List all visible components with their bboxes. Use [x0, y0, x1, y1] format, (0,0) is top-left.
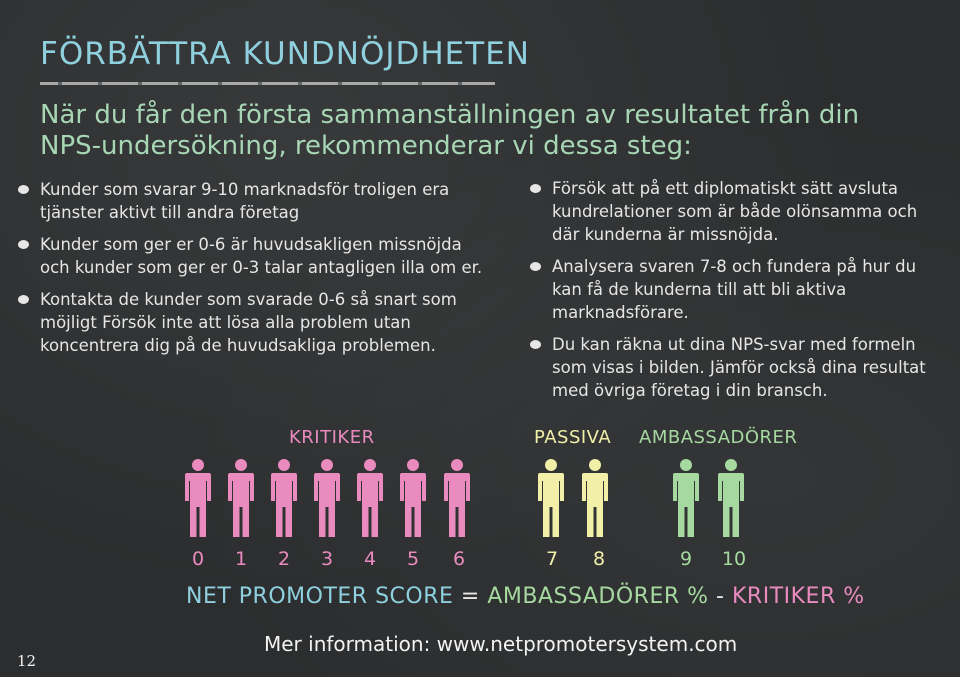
bullet-text: Försök att på ett diplomatiskt sätt avsluta kundrelationer som är både olönsamma och där kunderna är missnöjda.	[552, 179, 918, 244]
bullet-dot-icon	[530, 184, 541, 193]
person-icon	[535, 459, 567, 537]
bullet-text: Kontakta de kunder som svarade 0-6 så snart som möjligt Försök inte att lösa alla problem utan koncentrera dig på de huvudsakliga problemen.	[40, 290, 457, 355]
person-icon	[579, 459, 611, 537]
left-bullet-list	[16, 178, 496, 366]
score-label: 6	[452, 548, 466, 570]
score-label: 5	[406, 548, 420, 570]
score-label: 1	[234, 548, 248, 570]
promoters-label: AMBASSADÖRER	[639, 427, 798, 448]
score-label: 9	[679, 548, 693, 570]
list-item	[16, 288, 496, 357]
bullet-text: Kunder som ger er 0-6 är huvudsakligen missnöjda och kunder som ger er 0-3 talar antagligen illa om er.	[40, 235, 483, 277]
score-label: 3	[320, 548, 334, 570]
title-underline	[40, 82, 495, 85]
bullet-dot-icon	[18, 185, 29, 194]
formula-nps: NET PROMOTER SCORE	[186, 584, 454, 609]
formula-critics: KRITIKER %	[732, 584, 865, 609]
formula-promoters: AMBASSADÖRER %	[487, 584, 709, 609]
person-icon	[397, 459, 429, 537]
list-item	[528, 333, 948, 402]
person-icon	[354, 459, 386, 537]
person-icon	[715, 459, 747, 537]
bullet-text: Kunder som svarar 9-10 marknadsför troligen era tjänster aktivt till andra företag	[40, 180, 450, 222]
person-icon	[182, 459, 214, 537]
more-info-text: Mer information: www.netpromotersystem.com	[264, 632, 738, 656]
page-title: FÖRBÄTTRA KUNDNÖJDHETEN	[40, 36, 530, 72]
person-icon	[441, 459, 473, 537]
nps-formula	[186, 584, 865, 609]
score-label: 7	[545, 548, 559, 570]
bullet-dot-icon	[530, 262, 541, 271]
score-label: 2	[277, 548, 291, 570]
list-item	[16, 178, 496, 224]
person-icon	[670, 459, 702, 537]
right-bullet-list	[528, 177, 948, 411]
page-number: 12	[17, 652, 37, 670]
score-label: 4	[363, 548, 377, 570]
bullet-dot-icon	[18, 295, 29, 304]
formula-minus: -	[716, 584, 725, 609]
person-icon	[311, 459, 343, 537]
critics-label: KRITIKER	[289, 427, 375, 448]
bullet-text: Analysera svaren 7-8 och fundera på hur du kan få de kunderna till att bli aktiva marknadsförare.	[552, 257, 917, 322]
bullet-text: Du kan räkna ut dina NPS-svar med formeln som visas i bilden. Jämför också dina resultat med övriga företag i din bransch.	[552, 335, 926, 400]
person-icon	[225, 459, 257, 537]
score-label: 0	[191, 548, 205, 570]
list-item	[16, 233, 496, 279]
subtitle: När du får den första sammanställningen av resultatet från din NPS-undersökning, rekommenderar vi dessa steg:	[40, 100, 860, 161]
bullet-dot-icon	[18, 240, 29, 249]
list-item	[528, 177, 948, 246]
passives-label: PASSIVA	[534, 427, 612, 448]
score-label: 10	[721, 548, 747, 570]
formula-equals: =	[460, 584, 480, 609]
bullet-dot-icon	[530, 340, 541, 349]
score-label: 8	[592, 548, 606, 570]
list-item	[528, 255, 948, 324]
person-icon	[268, 459, 300, 537]
